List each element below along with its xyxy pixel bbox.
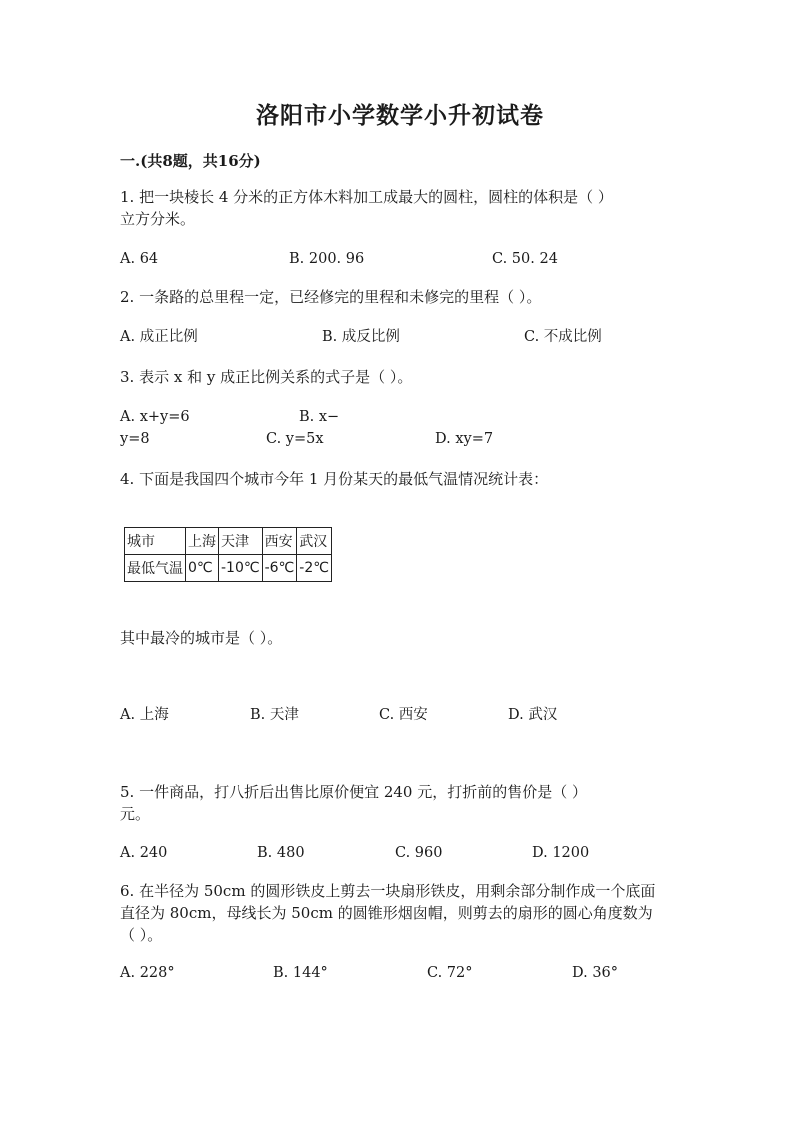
table-cell: 0℃ <box>186 555 219 582</box>
question-3-text: 3. 表示 x 和 y 成正比例关系的式子是（ ）。 <box>120 368 413 386</box>
table-cell: 城市 <box>125 528 186 555</box>
question-5-text: 5. 一件商品，打八折后出售比原价便宜 240 元，打折前的售价是（ ） <box>120 783 588 801</box>
question-2-option-a: A. 成正比例 <box>120 329 198 345</box>
question-5-option-c: C. 960 <box>395 845 443 861</box>
temperature-table <box>124 527 332 582</box>
page-title: 洛阳市小学数学小升初试卷 <box>256 102 544 129</box>
question-6-text: 6. 在半径为 50cm 的圆形铁皮上剪去一块扇形铁皮，用剩余部分制作成一个底面 <box>120 882 656 900</box>
question-3-option-d: D. xy=7 <box>435 431 494 447</box>
question-3-option-b: B. x− <box>299 409 340 425</box>
table-cell: -2℃ <box>297 555 332 582</box>
question-2-option-c: C. 不成比例 <box>524 329 602 345</box>
question-6-option-c: C. 72° <box>427 965 473 981</box>
question-1-text-cont: 立方分米。 <box>120 210 196 228</box>
table-cell: 武汉 <box>297 528 332 555</box>
question-3-option-a: A. x+y=6 <box>120 409 190 425</box>
question-4-option-c: C. 西安 <box>379 707 428 723</box>
table-cell: 最低气温 <box>125 555 186 582</box>
table-cell: -10℃ <box>219 555 263 582</box>
section-heading: 一.(共8题，共16分) <box>120 152 261 170</box>
question-5-option-b: B. 480 <box>257 845 305 861</box>
question-6-text-cont-1: 直径为 80cm，母线长为 50cm 的圆锥形烟囱帽，则剪去的扇形的圆心角度数为 <box>120 904 653 922</box>
question-1-option-b: B. 200. 96 <box>289 251 365 267</box>
question-6-option-d: D. 36° <box>572 965 619 981</box>
question-3-option-b-cont: y=8 <box>120 431 150 447</box>
question-2-option-b: B. 成反比例 <box>322 329 400 345</box>
question-3-option-c: C. y=5x <box>266 431 324 447</box>
question-4-option-a: A. 上海 <box>120 707 169 723</box>
question-1-text: 1. 把一块棱长 4 分米的正方体木料加工成最大的圆柱，圆柱的体积是（ ） <box>120 188 613 206</box>
question-1-option-c: C. 50. 24 <box>492 251 558 267</box>
table-row <box>125 528 332 555</box>
question-6-option-b: B. 144° <box>273 965 328 981</box>
question-4-text: 4. 下面是我国四个城市今年 1 月份某天的最低气温情况统计表： <box>120 470 549 488</box>
question-5-option-a: A. 240 <box>120 845 168 861</box>
table-cell: 上海 <box>186 528 219 555</box>
question-5-option-d: D. 1200 <box>532 845 590 861</box>
question-6-text-cont-2: （ ）。 <box>120 926 163 944</box>
table-row <box>125 555 332 582</box>
table-cell: 天津 <box>219 528 263 555</box>
question-4-option-d: D. 武汉 <box>508 707 558 723</box>
table-cell: -6℃ <box>262 555 297 582</box>
question-1-option-a: A. 64 <box>120 251 159 267</box>
question-4-option-b: B. 天津 <box>250 707 299 723</box>
question-2-text: 2. 一条路的总里程一定，已经修完的里程和未修完的里程（ ）。 <box>120 288 542 306</box>
question-6-option-a: A. 228° <box>120 965 175 981</box>
question-5-text-cont: 元。 <box>120 805 151 823</box>
table-cell: 西安 <box>262 528 297 555</box>
question-4-text-cont: 其中最冷的城市是（ ）。 <box>120 629 283 647</box>
